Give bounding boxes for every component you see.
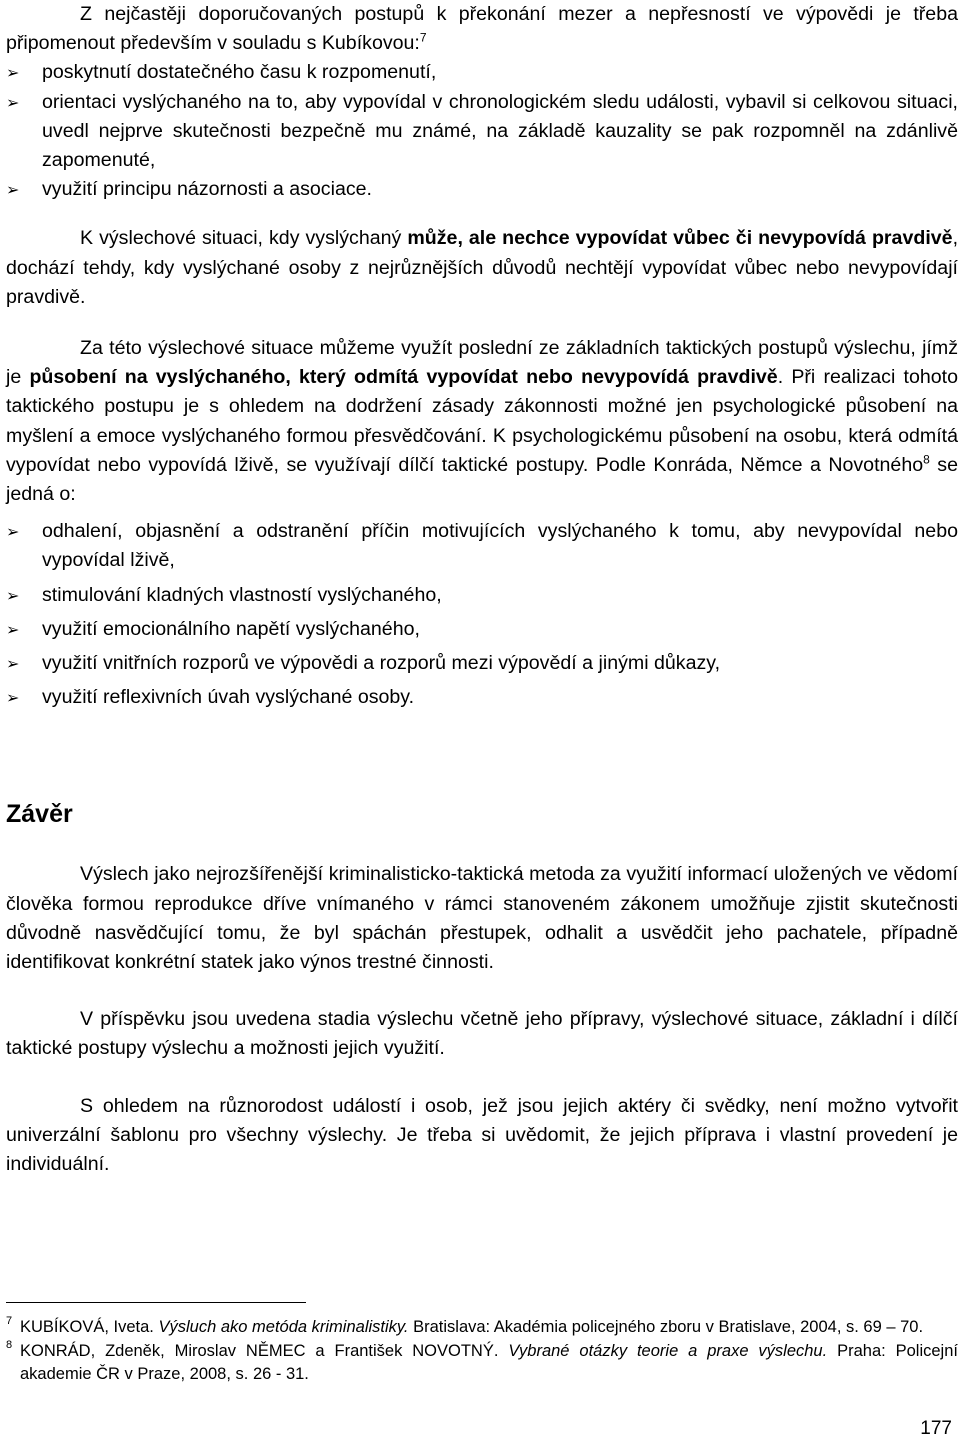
bullet-list-techniques bbox=[6, 58, 958, 204]
arrowhead-bullet-icon: ➢ bbox=[6, 688, 20, 708]
list-item bbox=[6, 175, 958, 204]
list-item bbox=[6, 58, 958, 87]
arrowhead-bullet-icon: ➢ bbox=[6, 63, 20, 83]
paragraph-text: . Při realizaci tohoto taktického postupu je s ohledem na dodržení zásady zákonnosti možné jen psychologické působení na myšlení a emoce vyslýchaného formou přesvědčování. K psychologickému působení na osobu, která odmítá vypovídat nebo vypovídá lživě, se využívají dílčí taktické postupy. Podle Konráda, Němce a Novotného bbox=[6, 366, 958, 476]
footnote-title: Výsluch ako metóda kriminalistiky. bbox=[158, 1318, 409, 1336]
footnote-author: KONRÁD, Zdeněk, Miroslav NĚMEC a František NOVOTNÝ. bbox=[20, 1341, 509, 1360]
list-item bbox=[6, 615, 958, 644]
paragraph-bold-text: může, ale nechce vypovídat vůbec či nevypovídá pravdivě bbox=[407, 227, 953, 250]
list-item bbox=[6, 649, 958, 678]
list-item-text: využití reflexivních úvah vyslýchané osoby. bbox=[42, 686, 415, 709]
footnote-number: 7 bbox=[6, 1315, 13, 1327]
paragraph-conclusion-1: Výslech jako nejrozšířenější kriminalisticko-taktická metoda za využití informací uložených ve vědomí člověka formou reprodukce dříve vnímaného v rámci stanoveném zákonem umožňuje zjistit skutečnosti důvodně nasvědčující tomu, že byl spáchán přestupek, odhalit a usvědčit jeho pachatele, případně identifikovat konkrétní statek jako výnos trestné činnosti. bbox=[6, 863, 958, 974]
list-item-text: využití emocionálního napětí vyslýchaného, bbox=[42, 617, 420, 640]
paragraph-text: Za této výslechové situace můžeme využít poslední ze základních taktických postupů výslechu, jímž je bbox=[6, 337, 958, 389]
footnote-number: 8 bbox=[6, 1338, 13, 1351]
paragraph-conclusion-3: S ohledem na různorodost událostí i osob, jež jsou jejich aktéry či svědky, není možno vytvořit univerzální šablonu pro všechny výslechy. Je třeba si uvědomit, že jejich příprava i vlastní provedení je individuální. bbox=[6, 1094, 958, 1176]
list-item bbox=[6, 88, 958, 176]
paragraph-text: se jedná o: bbox=[6, 453, 958, 506]
list-item-text: využití vnitřních rozporů ve výpovědi a rozporů mezi výpovědí a jinými důkazy, bbox=[42, 652, 721, 675]
bullet-list-partial-tactics bbox=[6, 517, 958, 712]
list-item-text: využití principu názornosti a asociace. bbox=[42, 178, 372, 201]
arrowhead-bullet-icon: ➢ bbox=[6, 619, 20, 639]
paragraph-situation bbox=[6, 224, 958, 312]
document-page bbox=[6, 0, 958, 1179]
footnote-8 bbox=[6, 1340, 958, 1387]
footnote-author: KUBÍKOVÁ, Iveta. bbox=[20, 1318, 159, 1336]
arrowhead-bullet-icon: ➢ bbox=[6, 522, 20, 542]
paragraph-bold-text: působení na vyslýchaného, který odmítá vypovídat nebo nevypovídá pravdivě bbox=[29, 366, 778, 389]
list-item-text: odhalení, objasnění a odstranění příčin motivujících vyslýchaného k tomu, aby nevypovídal nebo vypovídal lživě, bbox=[42, 520, 958, 572]
arrowhead-bullet-icon: ➢ bbox=[6, 92, 20, 112]
arrowhead-bullet-icon: ➢ bbox=[6, 180, 20, 200]
arrowhead-bullet-icon: ➢ bbox=[6, 585, 20, 605]
footnote-title: Vybrané otázky teorie a praxe výslechu. bbox=[508, 1341, 828, 1360]
paragraph-conclusion-2: V příspěvku jsou uvedena stadia výslechu včetně jeho přípravy, výslechové situace, základní i dílčí taktické postupy výslechu a možnosti jejich využití. bbox=[6, 1008, 958, 1060]
list-item-text: orientaci vyslýchaného na to, aby vypovídal v chronologickém sledu události, vybavil si celkovou situaci, uvedl nejprve skutečnosti bezpečně mu známé, na základě kauzality se pak rozpomněl na zdánlivě zapomenuté, bbox=[42, 90, 958, 172]
list-item bbox=[6, 581, 958, 610]
list-item-text: stimulování kladných vlastností vyslýchaného, bbox=[42, 583, 442, 606]
list-item bbox=[6, 517, 958, 575]
paragraph-text: , dochází tehdy, kdy vyslýchané osoby z nejrůznějších důvodů nechtějí vypovídat vůbec nebo nevypovídají pravdivě. bbox=[6, 227, 959, 308]
footnote-ref-8: 8 bbox=[923, 452, 930, 467]
footnote-publication: Bratislava: Akadémia policejného zboru v Bratislave, 2004, s. 69 – 70. bbox=[408, 1318, 924, 1336]
footnote-publication: Praha: Policejní akademie ČR v Praze, 2008, s. 26 - 31. bbox=[20, 1341, 958, 1383]
footnote-ref-7: 7 bbox=[419, 30, 427, 45]
arrowhead-bullet-icon: ➢ bbox=[6, 654, 20, 674]
paragraph-intro-text: Z nejčastěji doporučovaných postupů k překonání mezer a nepřesností ve výpovědi je třeba připomenout především v souladu s Kubíkovou: bbox=[6, 3, 958, 55]
paragraph-influence bbox=[6, 334, 958, 509]
footnote-separator bbox=[6, 1302, 306, 1303]
footnotes bbox=[6, 1316, 958, 1387]
list-item bbox=[6, 683, 958, 712]
page-number: 177 bbox=[920, 1418, 952, 1439]
footnote-7 bbox=[6, 1316, 958, 1340]
paragraph-intro bbox=[6, 0, 958, 58]
paragraph-text: K výslechové situaci, kdy vyslýchaný bbox=[80, 227, 408, 250]
section-heading-conclusion: Závěr bbox=[6, 800, 73, 829]
list-item-text: poskytnutí dostatečného času k rozpomenutí, bbox=[42, 61, 437, 84]
